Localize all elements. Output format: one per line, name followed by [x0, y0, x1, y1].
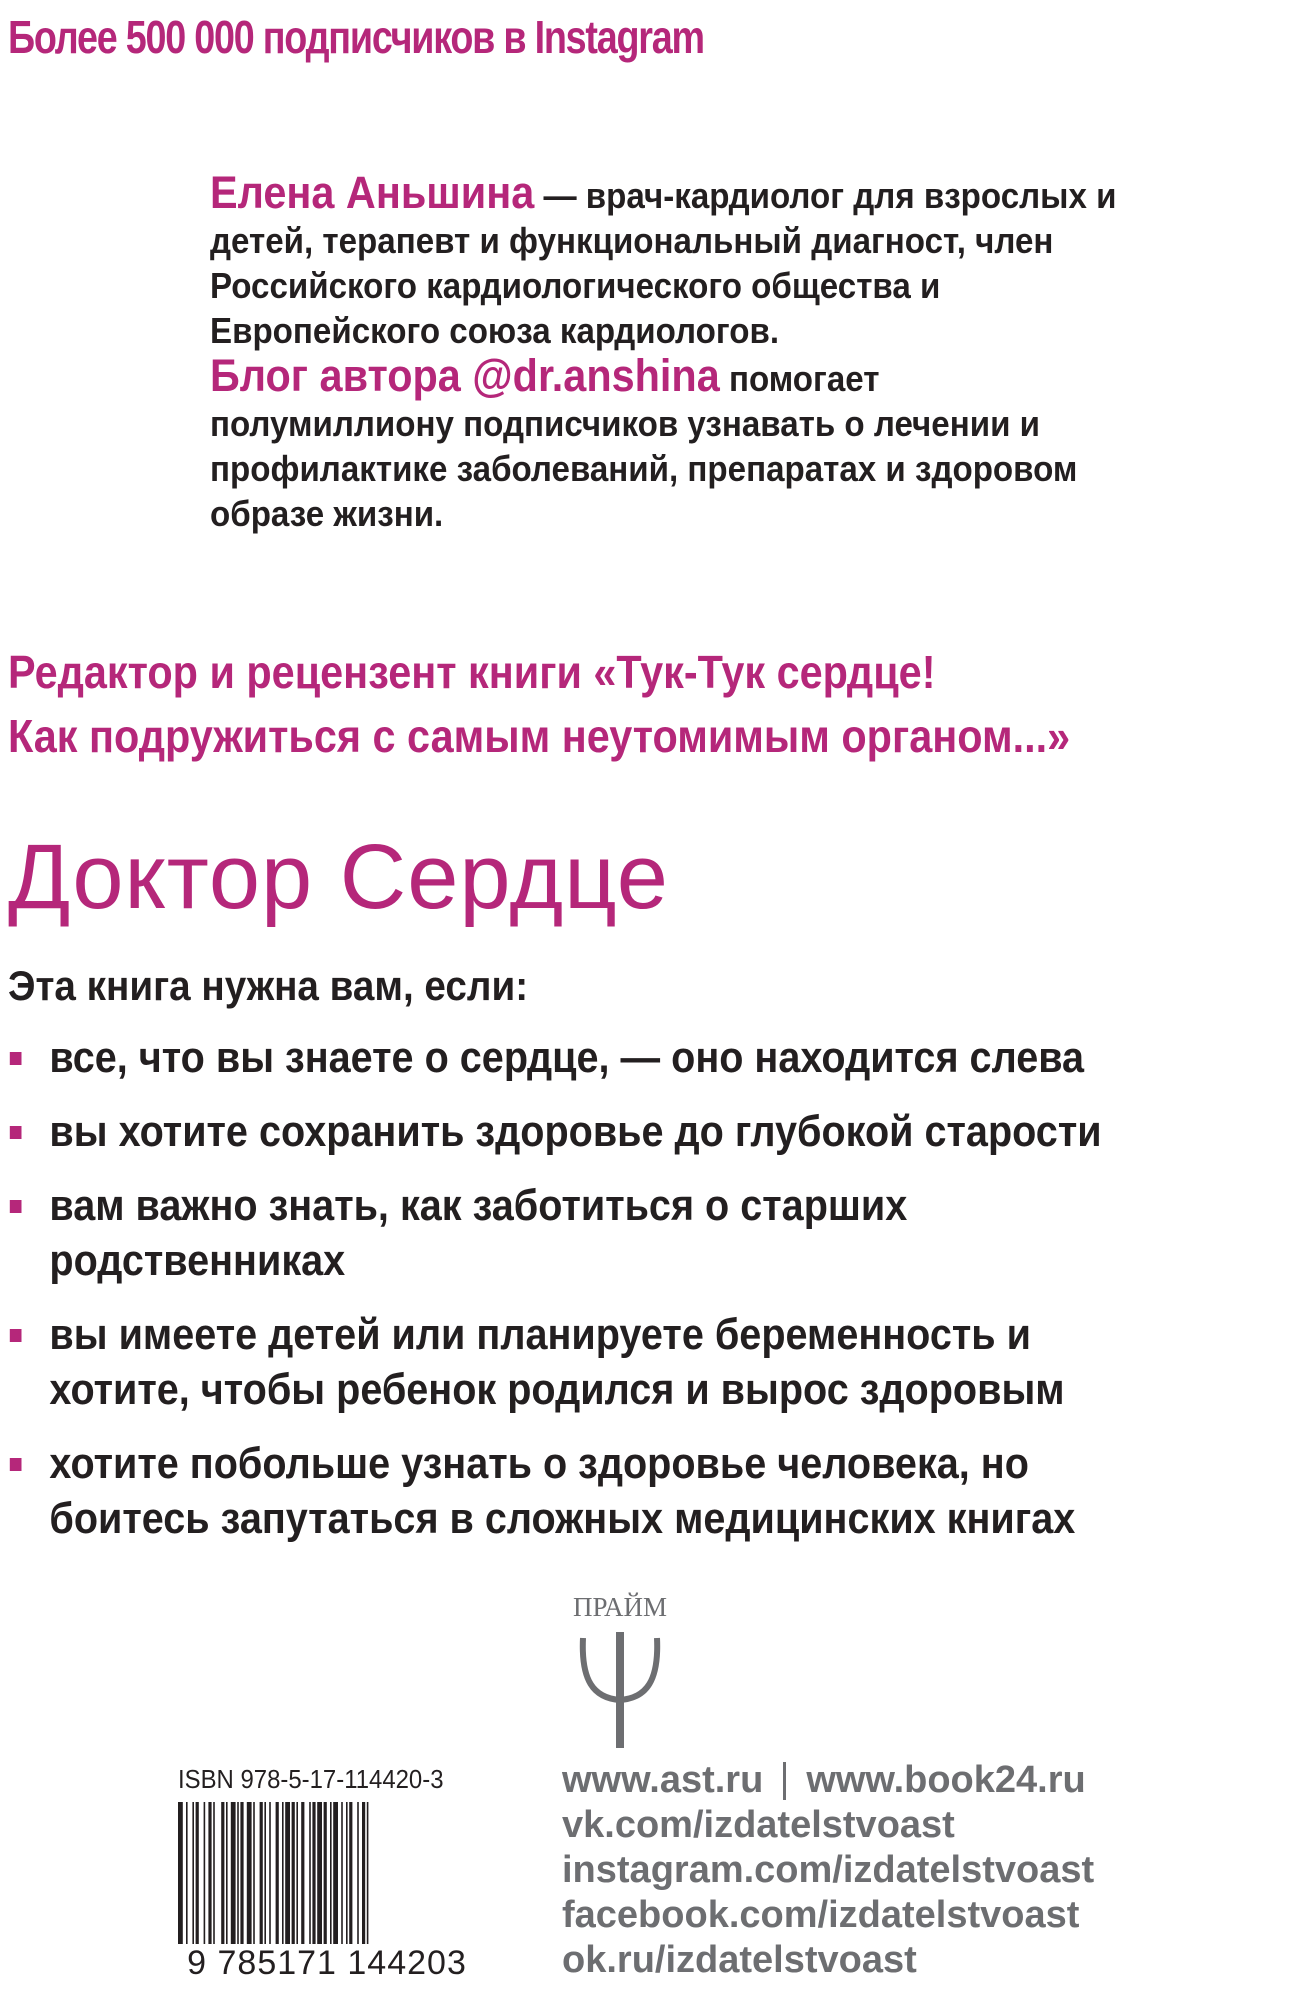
link-vk[interactable]: vk.com/izdatelstvoast: [562, 1804, 955, 1846]
barcode-bar: [231, 1802, 236, 1960]
benefit-item: [8, 1307, 1075, 1417]
benefit-item: [8, 1104, 1268, 1159]
bullet-square-icon: [10, 1052, 22, 1065]
editor-note: [8, 640, 1268, 768]
barcode-bar: [204, 1802, 206, 1960]
barcode-bar: [240, 1802, 243, 1960]
author-blog-handle: Блог автора @dr.anshina: [210, 350, 720, 401]
editor-note-line-1: Редактор и рецензент книги «Тук-Тук сердце!: [8, 646, 936, 698]
barcode-bar: [296, 1802, 298, 1960]
psi-trident-icon: [555, 1590, 685, 1750]
author-blog-text: помогает полумиллиону подписчиков узнавать о лечении и профилактике заболеваний, препаратах и здоровом образе жизни.: [210, 358, 1078, 534]
barcode-bar: [208, 1802, 211, 1960]
isbn: ISBN 978-5-17-114420-3: [178, 1764, 444, 1794]
publisher-logo-text: ПРАЙМ: [572, 1592, 668, 1622]
barcode-bar: [260, 1802, 263, 1960]
benefit-item: [8, 1436, 1075, 1546]
barcode-bar: [178, 1802, 183, 1960]
barcode-bar: [309, 1802, 311, 1960]
benefit-item: [8, 1178, 967, 1288]
barcode-bar: [186, 1802, 188, 1960]
barcode-image: [178, 1802, 468, 1960]
barcode-bar: [237, 1802, 239, 1960]
barcode-bar: [292, 1802, 295, 1960]
barcode-bar: [264, 1802, 266, 1960]
barcode-bar: [221, 1802, 224, 1960]
barcode-bar: [349, 1802, 352, 1960]
barcode-bar: [247, 1802, 252, 1960]
barcode-bar: [269, 1802, 271, 1960]
book-title: Доктор Сердце: [8, 826, 669, 928]
barcode-bar: [333, 1802, 338, 1960]
barcode-bar: [312, 1802, 315, 1960]
barcode-bar: [285, 1802, 290, 1960]
benefit-text: вы хотите сохранить здоровье до глубокой старости: [49, 1107, 1102, 1156]
link-facebook[interactable]: facebook.com/izdatelstvoast: [562, 1894, 1080, 1936]
barcode-bar: [357, 1802, 359, 1960]
barcode-bar: [341, 1802, 343, 1960]
intro-line: Эта книга нужна вам, если:: [8, 962, 529, 1009]
benefit-text: хотите побольше узнать о здоровье человека, но боитесь запутаться в сложных медицинских книгах: [49, 1439, 1076, 1543]
author-bio: [210, 167, 1130, 536]
barcode-bar: [213, 1802, 215, 1960]
barcode-digits: 9 785171 144203: [172, 1944, 482, 1983]
benefits-list: [8, 1030, 1292, 1565]
bullet-square-icon: [10, 1458, 22, 1471]
benefit-text: вы имеете детей или планируете беременность и хотите, чтобы ребенок родился и вырос здоровым: [49, 1310, 1065, 1414]
top-banner: Более 500 000 подписчиков в Instagram: [8, 11, 704, 63]
barcode-bar: [367, 1802, 369, 1960]
barcode-bar: [196, 1802, 199, 1960]
barcode-bar: [317, 1802, 322, 1960]
bullet-square-icon: [10, 1200, 22, 1213]
bullet-square-icon: [10, 1329, 22, 1342]
publisher-links: [562, 1758, 1094, 1983]
benefit-text: вам важно знать, как заботиться о старших родственниках: [49, 1181, 908, 1285]
barcode-bar: [192, 1802, 194, 1960]
link-book24[interactable]: www.book24.ru: [806, 1759, 1086, 1801]
barcode-bar: [226, 1802, 228, 1960]
link-ok[interactable]: ok.ru/izdatelstvoast: [562, 1939, 917, 1981]
benefit-text: все, что вы знаете о сердце, — оно находится слева: [49, 1033, 1085, 1082]
barcode-bar: [282, 1802, 284, 1960]
barcode-bar: [276, 1802, 279, 1960]
barcode-bar: [324, 1802, 327, 1960]
publisher-logo: [555, 1590, 685, 1750]
link-instagram[interactable]: instagram.com/izdatelstvoast: [562, 1849, 1095, 1891]
link-separator: [783, 1762, 786, 1800]
link-ast[interactable]: www.ast.ru: [562, 1759, 764, 1801]
bullet-square-icon: [10, 1126, 22, 1139]
barcode-bar: [253, 1802, 255, 1960]
editor-note-line-2: Как подружиться с самым неутомимым органом...»: [8, 710, 1071, 762]
barcode-bar: [346, 1802, 348, 1960]
author-name: Елена Аньшина: [210, 167, 535, 218]
benefit-item: [8, 1030, 1268, 1085]
barcode-bar: [362, 1802, 365, 1960]
barcode-bar: [301, 1802, 304, 1960]
barcode-bar: [330, 1802, 332, 1960]
author-bio-text: — врач-кардиолог для взрослых и детей, терапевт и функциональный диагност, член Российского кардиологического общества и Европейского союза кардиологов.: [210, 175, 1117, 351]
